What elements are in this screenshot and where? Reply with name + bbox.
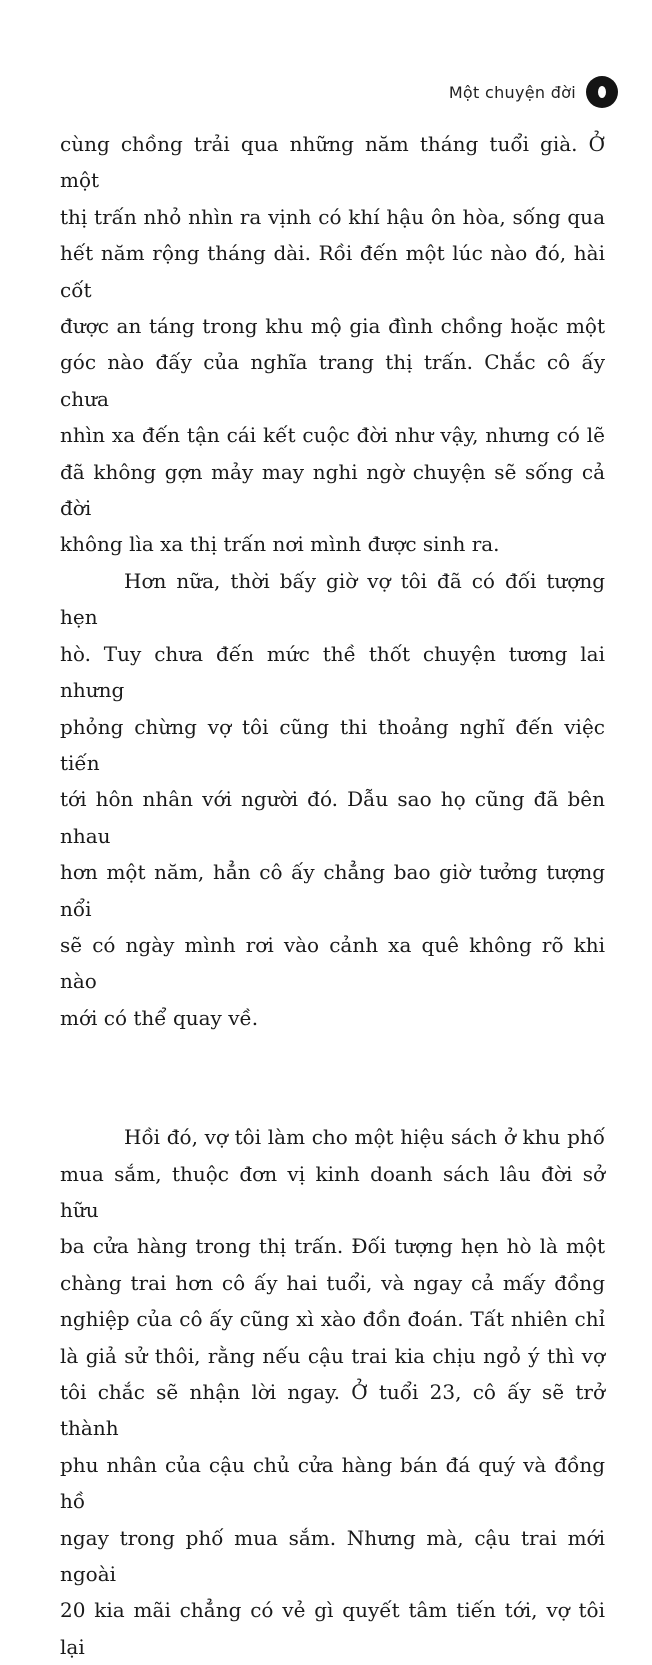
text-line: 20 kia mãi chẳng có vẻ gì quyết tâm tiến tới, vợ tôi lại	[60, 1598, 605, 1659]
text-line: cùng chồng trải qua những năm tháng tuổi già. Ở một	[60, 132, 605, 193]
text-line: tôi chắc sẽ nhận lời ngay. Ở tuổi 23, cô ấy sẽ trở thành	[60, 1380, 605, 1441]
paragraph-1	[60, 126, 605, 563]
running-header	[449, 76, 618, 108]
paragraph-3	[60, 1119, 605, 1665]
text-line: hết năm rộng tháng dài. Rồi đến một lúc nào đó, hài cốt	[60, 241, 605, 302]
text-line: không lìa xa thị trấn nơi mình được sinh ra.	[60, 532, 500, 557]
text-line: ba cửa hàng trong thị trấn. Đối tượng hẹn hò là một	[60, 1234, 605, 1259]
paragraph-2	[60, 563, 605, 1036]
text-line: đã không gợn mảy may nghi ngờ chuyện sẽ sống cả đời	[60, 459, 605, 521]
text-line: mới có thể quay về.	[60, 1005, 259, 1030]
text-line: Hồi đó, vợ tôi làm cho một hiệu sách ở khu phố	[124, 1125, 605, 1150]
text-line: góc nào đấy của nghĩa trang thị trấn. Chắc cô ấy chưa	[60, 350, 605, 411]
text-line: mua sắm, thuộc đơn vị kinh doanh sách lâu đời sở hữu	[60, 1161, 605, 1222]
text-line: chàng trai hơn cô ấy hai tuổi, và ngay cả mấy đồng	[60, 1270, 605, 1295]
text-line: phỏng chừng vợ tôi cũng thi thoảng nghĩ đến việc tiến	[60, 714, 605, 775]
text-line: nhìn xa đến tận cái kết cuộc đời như vậy, nhưng có lẽ	[60, 423, 605, 448]
text-line: nghiệp của cô ấy cũng xì xào đồn đoán. Tất nhiên chỉ	[60, 1307, 605, 1332]
text-line: thị trấn nhỏ nhìn ra vịnh có khí hậu ôn hòa, sống qua	[60, 204, 605, 229]
text-line: Hơn nữa, thời bấy giờ vợ tôi đã có đối tượng hẹn	[60, 568, 605, 630]
text-line: ngay trong phố mua sắm. Nhưng mà, cậu trai mới ngoài	[60, 1525, 605, 1587]
text-line: hơn một năm, hẳn cô ấy chẳng bao giờ tưởng tượng nổi	[60, 860, 605, 921]
text-line: hò. Tuy chưa đến mức thề thốt chuyện tương lai nhưng	[60, 641, 605, 703]
text-line: tới hôn nhân với người đó. Dẫu sao họ cũng đã bên nhau	[60, 787, 605, 848]
chapter-title: Một chuyện đời	[448, 82, 576, 102]
page-badge-icon	[586, 76, 618, 108]
text-line: được an táng trong khu mộ gia đình chồng hoặc một	[60, 314, 605, 339]
text-line: sẽ có ngày mình rơi vào cảnh xa quê không rõ khi nào	[60, 932, 605, 994]
badge-dot	[598, 86, 606, 98]
section-break	[60, 1036, 605, 1119]
body-text	[60, 126, 605, 1665]
text-line: phu nhân của cậu chủ cửa hàng bán đá quý và đồng hồ	[60, 1452, 605, 1514]
text-line: là giả sử thôi, rằng nếu cậu trai kia chịu ngỏ ý thì vợ	[60, 1343, 605, 1368]
